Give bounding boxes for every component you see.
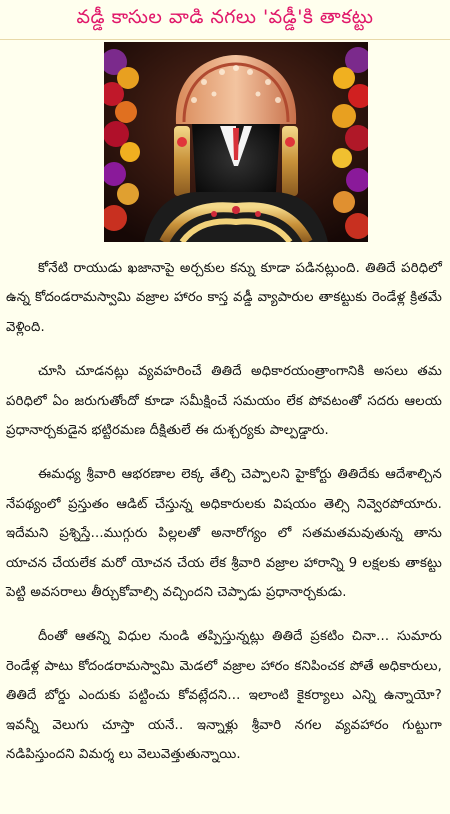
- headline-bar: [0, 0, 450, 40]
- article-body: [6, 254, 442, 770]
- paragraph-3: ఈమధ్య శ్రీవారి ఆభరణాల లెక్క తేల్చి చెప్పాలని హైకోర్టు తితిదేకు ఆదేశాల్చిన నేపథ్యంలో ప్రస్తుతం ఆడిట్ చేస్తున్న అధికారులకు విషయం తెల్సి నివ్వెరపోయారు. ఇదేమని ప్రశ్నిస్తే...ముగ్గురు పిల్లలతో అనారోగ్యం లో సతమతమవుతున్న తాను యాచన చేయలేక మరో యోచన చేయ లేక శ్రీవారి వజ్రాల హారాన్ని 9 లక్షలకు తాకట్టు పెట్టి అవసరాలు తీర్చుకోవాల్సి వచ్చిందని చెప్పాడు ప్రధానార్చకుడు.: [6, 467, 442, 601]
- headline: వడ్డీ కాసుల వాడి నగలు 'వడ్డీ'కి తాకట్టు: [76, 6, 374, 28]
- paragraph-4: దీంతో ఆతన్ని విధుల నుండి తప్పిస్తున్నట్లు తితిదే ప్రకటిం చినా... సుమారు రెండేళ్ల పాటు కోదండరామస్వామి మెడలో వజ్రాల హారం కనిపించక పోతే అధికారులు, తితిదే బోర్డు ఎందుకు పట్టించు కోవట్లేదని... ఇలాంటి కైకర్యాలు ఎన్ని ఉన్నాయో? ఇవన్నీ వెలుగు చూస్తా యనే.. ఇన్నాళ్లు శ్రీవారి నగల వ్యవహారం గుట్టుగా నడిపిస్తుందని విమర్శ లు వెలువెత్తుతున్నాయి.: [6, 629, 442, 763]
- paragraph-2: చూసి చూడనట్లు వ్యవహరించే తితిదే అధికారయంత్రాంగానికి అసలు తమ పరిధిలో ఏం జరుగుతోందో కూడా సమీక్షించే సమయం లేక పోవటంతో సదరు ఆలయ ప్రధానార్చకుడైన భట్టిరమణ దీక్షితులే ఈ దుశ్చర్యకు పాల్పడ్డారు.: [6, 364, 442, 439]
- deity-image: [104, 42, 368, 242]
- deity-photo: [104, 42, 368, 242]
- paragraph-1: కోనేటి రాయుడు ఖజానాపై అర్చకుల కన్ను కూడా పడినట్లుంది. తితిదే పరిధిలో ఉన్న కోదండరామస్వామి వజ్రాల హారం కాస్త వడ్డీ వ్యాపారుల తాకట్టుకు రెండేళ్ల క్రితమే వెళ్లింది.: [6, 261, 442, 335]
